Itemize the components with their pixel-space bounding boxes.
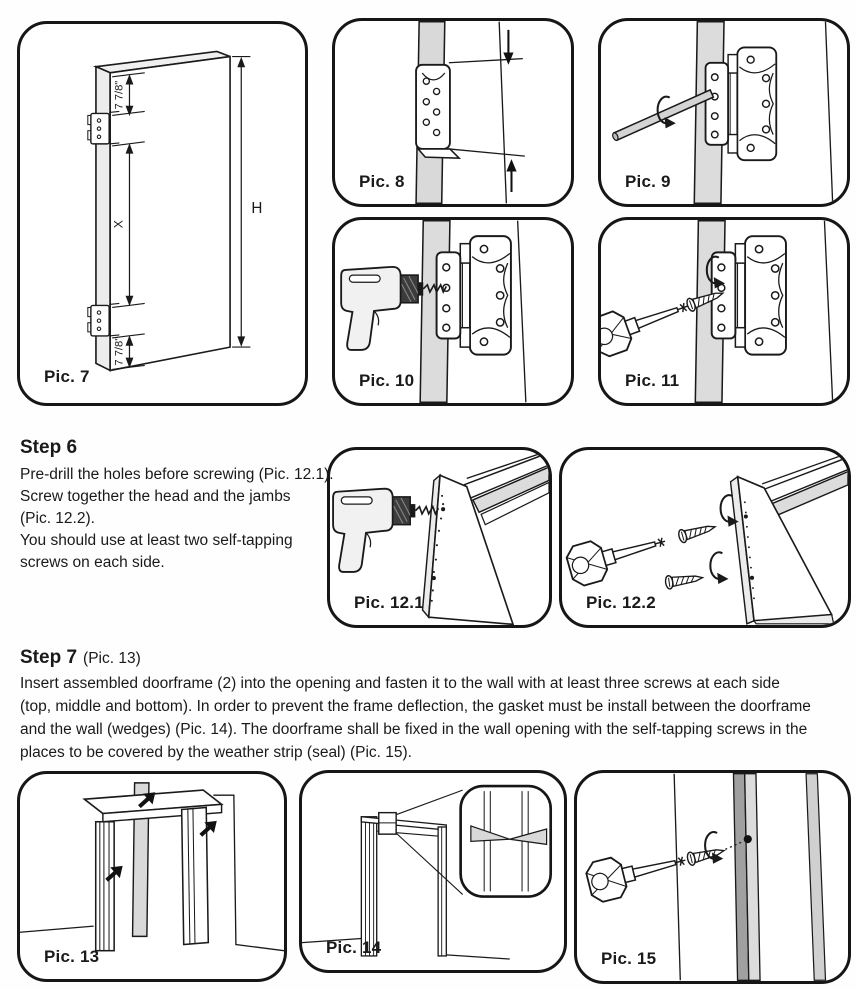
dim-label-bottom: 7 7/8" <box>113 336 126 366</box>
gasket-location-marker <box>379 813 396 834</box>
step6-text-line: screws on each side. <box>20 554 165 571</box>
screw-icon <box>677 520 716 543</box>
panel-pic11 <box>598 217 850 406</box>
doorframe-outline <box>361 817 446 956</box>
step7-heading-note: (Pic. 13) <box>83 650 141 667</box>
step7-heading: Step 7 <box>20 647 78 668</box>
panel-pic13 <box>17 771 287 982</box>
step6-text-line: Screw together the head and the jambs <box>20 488 291 505</box>
panel-pic7 <box>17 21 308 406</box>
step6-heading: Step 6 <box>20 437 78 458</box>
panel-label: Pic. 8 <box>359 172 405 191</box>
dim-label-middle: X <box>111 220 126 229</box>
step6-text-line: You should use at least two self-tapping <box>20 532 293 549</box>
hinge-icon <box>712 236 786 354</box>
panel-label: Pic. 14 <box>326 938 382 957</box>
screwdriver-with-screw <box>584 831 729 904</box>
screwdriver-icon <box>601 287 694 360</box>
panel-label: Pic. 10 <box>359 371 415 390</box>
step7-section <box>20 647 850 764</box>
step6-text-line: Pre-drill the holes before screwing (Pic. 12.1). <box>20 466 334 483</box>
panel-label: Pic. 9 <box>625 172 671 191</box>
screw-icon <box>665 571 704 589</box>
step7-text-line: and the wall (wedges) (Pic. 14). The doorframe shall be fixed in the wall opening with the self-tapping screws in the <box>20 721 808 738</box>
drill-icon <box>333 489 438 572</box>
panel-pic10 <box>332 217 574 406</box>
dim-label-top: 7 7/8" <box>113 80 126 110</box>
panel-pic9 <box>598 18 850 207</box>
panel-pic15 <box>574 770 851 984</box>
step7-text-line: Insert assembled doorframe (2) into the opening and fasten it to the wall with at least three screws at each side <box>20 675 780 692</box>
panel-label: Pic. 13 <box>44 947 100 966</box>
rotation-arrow-icon <box>705 832 723 864</box>
panel-label: Pic. 12.2 <box>586 593 656 612</box>
panel-pic8 <box>332 18 574 207</box>
panel-pic12-2 <box>559 447 851 628</box>
left-jamb <box>96 822 114 951</box>
panel-label: Pic. 15 <box>601 949 657 968</box>
panel-pic12-1 <box>327 447 552 628</box>
door-dimension-diagram <box>20 24 305 403</box>
dim-label-height: H <box>251 199 263 217</box>
screwdriver-icon <box>584 840 690 904</box>
screw-hole-dot <box>744 835 752 843</box>
right-jamb <box>182 807 209 944</box>
panel-pic14 <box>299 770 567 973</box>
rotation-arrow-icon <box>710 552 728 584</box>
panel-label: Pic. 11 <box>625 371 680 390</box>
step7-text-line: (top, middle and bottom). In order to prevent the frame deflection, the gasket must be install between the doorframe <box>20 698 811 715</box>
hinge-icon <box>706 47 777 160</box>
panel-label: Pic. 12.1 <box>354 593 424 612</box>
step6-text-line: (Pic. 12.2). <box>20 510 95 527</box>
screwdriver-icon <box>564 521 671 588</box>
hinge-icon <box>416 65 459 158</box>
step6-section <box>20 437 340 574</box>
step7-text-line: places to be covered by the weather strip (seal) (Pic. 15). <box>20 744 412 761</box>
panel-label: Pic. 7 <box>44 367 90 386</box>
hinge-icon <box>437 236 511 355</box>
wedge-detail-callout <box>461 786 551 897</box>
